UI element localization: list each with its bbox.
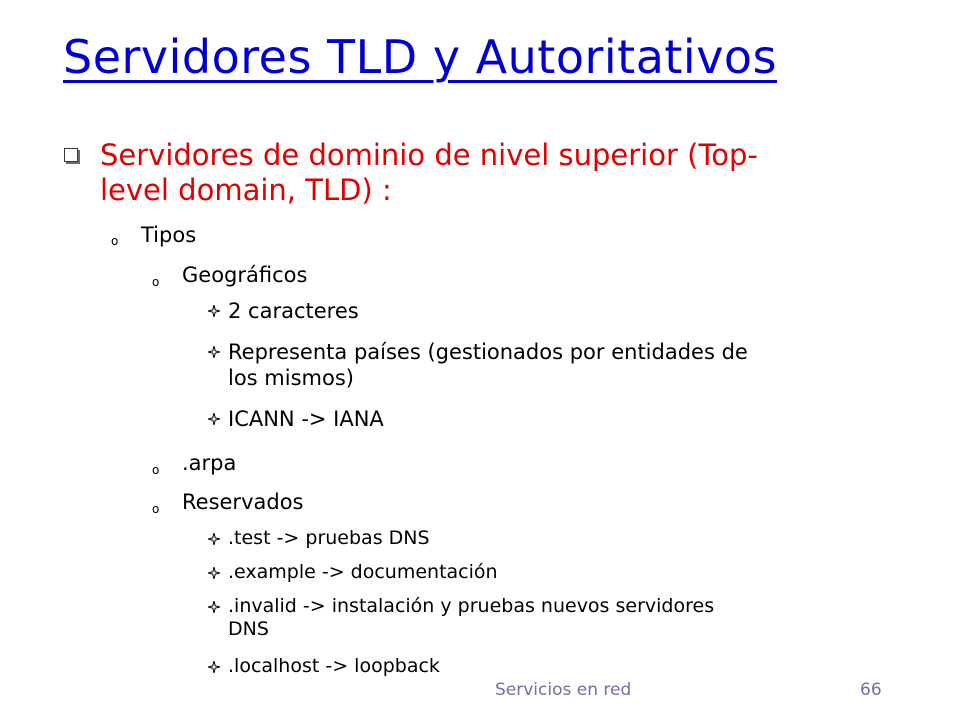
footer-course: Servicios en red <box>495 680 632 700</box>
level3-item-arpa: .arpa <box>182 451 237 475</box>
geo-item-representa-line2: los mismos) <box>228 366 354 390</box>
reservados-item-invalid-line1: .invalid -> instalación y pruebas nuevos servidores <box>228 595 715 617</box>
level1-item-tld <box>100 138 758 208</box>
four-point-star-bullet-icon <box>208 661 220 673</box>
four-point-star-bullet-icon <box>208 305 220 317</box>
reservados-item-invalid-line2: DNS <box>228 618 269 640</box>
level3-item-geograficos: Geográficos <box>182 263 308 287</box>
footer-page-number: 66 <box>860 680 882 700</box>
four-point-star-bullet-icon <box>208 601 220 613</box>
small-circle-bullet-icon: o <box>111 234 119 248</box>
slide-title: Servidores TLD y Autoritativos <box>63 30 778 84</box>
four-point-star-bullet-icon <box>208 413 220 425</box>
geo-item-caracteres: 2 caracteres <box>228 299 359 323</box>
level2-item-tipos: Tipos <box>141 223 197 247</box>
small-circle-bullet-icon: o <box>152 502 160 516</box>
geo-item-representa-line1: Representa países (gestionados por entidades de <box>228 340 748 364</box>
four-point-star-bullet-icon <box>208 346 220 358</box>
reservados-item-localhost: .localhost -> loopback <box>228 655 440 677</box>
small-circle-bullet-icon: o <box>152 275 160 289</box>
hollow-square-bullet-icon <box>64 148 78 162</box>
four-point-star-bullet-icon <box>208 567 220 579</box>
reservados-item-example: .example -> documentación <box>228 561 498 583</box>
level1-text-line2: level domain, TLD) : <box>100 173 392 207</box>
reservados-item-test: .test -> pruebas DNS <box>228 527 430 549</box>
level3-item-reservados: Reservados <box>182 490 304 514</box>
level1-text-line1: Servidores de dominio de nivel superior (Top- <box>100 138 758 172</box>
small-circle-bullet-icon: o <box>152 463 160 477</box>
geo-item-icann: ICANN -> IANA <box>228 407 384 431</box>
four-point-star-bullet-icon <box>208 533 220 545</box>
